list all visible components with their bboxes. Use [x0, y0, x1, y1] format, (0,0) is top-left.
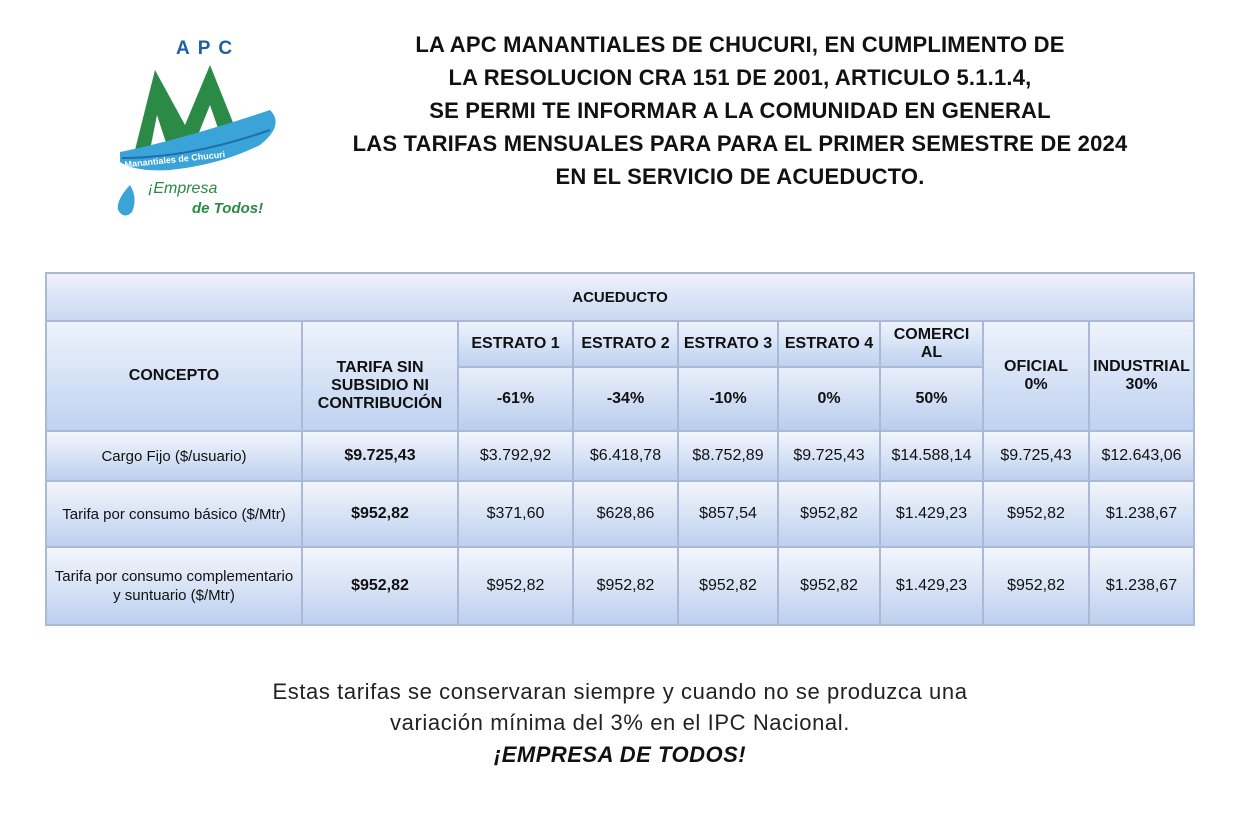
oficial-pct: 0%: [1024, 376, 1048, 393]
footer-note: [120, 676, 1120, 772]
table-row: [46, 431, 1194, 481]
pct-comercial: 50%: [880, 367, 983, 431]
table-row: [46, 481, 1194, 547]
table-title: ACUEDUCTO: [46, 273, 1194, 321]
footer-slogan: ¡EMPRESA DE TODOS!: [493, 742, 747, 767]
row-concept: Tarifa por consumo complementario y suntuario ($/Mtr): [46, 547, 302, 625]
pct-estrato-2: -34%: [573, 367, 678, 431]
oficial-label: OFICIAL: [1004, 358, 1068, 375]
row-concept: Tarifa por consumo básico ($/Mtr): [46, 481, 302, 547]
concept-header: CONCEPTO: [46, 321, 302, 431]
cell-value: $3.792,92: [458, 431, 573, 481]
pct-estrato-4: 0%: [778, 367, 880, 431]
cell-value: $952,82: [778, 547, 880, 625]
pct-estrato-1: -61%: [458, 367, 573, 431]
base-tariff-header: TARIFA SIN SUBSIDIO NI CONTRIBUCIÓN: [302, 321, 458, 431]
cell-value: $628,86: [573, 481, 678, 547]
header-line-4: LAS TARIFAS MENSUALES PARA PARA EL PRIMER SEMESTRE DE 2024: [352, 131, 1128, 156]
cell-value: $12.643,06: [1089, 431, 1194, 481]
header-line-3: SE PERMI TE INFORMAR A LA COMUNIDAD EN GENERAL: [429, 98, 1051, 123]
col-header-estrato-3: ESTRATO 3: [678, 321, 778, 367]
cell-value: $9.725,43: [778, 431, 880, 481]
logo-slogan-line2: de Todos!: [192, 200, 264, 217]
svg-text:Manantiales de Chucuri: Manantiales de Chucuri: [124, 149, 226, 170]
header-line-2: LA RESOLUCION CRA 151 DE 2001, ARTICULO 5.1.1.4,: [448, 65, 1032, 90]
col-header-estrato-1: ESTRATO 1: [458, 321, 573, 367]
cell-value: $952,82: [573, 547, 678, 625]
cell-value: $952,82: [983, 481, 1089, 547]
col-header-oficial: [983, 321, 1089, 431]
industrial-label: INDUSTRIAL: [1093, 358, 1190, 375]
cell-value: $952,82: [983, 547, 1089, 625]
row-base-tariff: $9.725,43: [302, 431, 458, 481]
tariff-table-container: [45, 272, 1193, 626]
cell-value: $952,82: [458, 547, 573, 625]
cell-value: $1.238,67: [1089, 547, 1194, 625]
logo-acronym: APC: [176, 38, 241, 59]
col-header-industrial: [1089, 321, 1194, 431]
row-base-tariff: $952,82: [302, 481, 458, 547]
cell-value: $14.588,14: [880, 431, 983, 481]
cell-value: $8.752,89: [678, 431, 778, 481]
cell-value: $6.418,78: [573, 431, 678, 481]
announcement-header: [300, 28, 1180, 193]
row-concept: Cargo Fijo ($/usuario): [46, 431, 302, 481]
logo-ring-text: [118, 140, 288, 170]
col-header-estrato-4: ESTRATO 4: [778, 321, 880, 367]
pct-estrato-3: -10%: [678, 367, 778, 431]
tariff-table: [45, 272, 1195, 626]
col-header-comercial: COMERCI AL: [880, 321, 983, 367]
footer-line-1: Estas tarifas se conservaran siempre y cuando no se produzca una: [272, 679, 968, 704]
cell-value: $1.429,23: [880, 547, 983, 625]
cell-value: $857,54: [678, 481, 778, 547]
cell-value: $1.238,67: [1089, 481, 1194, 547]
table-row: [46, 547, 1194, 625]
row-base-tariff: $952,82: [302, 547, 458, 625]
col-header-estrato-2: ESTRATO 2: [573, 321, 678, 367]
cell-value: $952,82: [678, 547, 778, 625]
cell-value: $1.429,23: [880, 481, 983, 547]
cell-value: $952,82: [778, 481, 880, 547]
header-line-1: LA APC MANANTIALES DE CHUCURI, EN CUMPLIMENTO DE: [415, 32, 1065, 57]
footer-line-2: variación mínima del 3% en el IPC Nacional.: [390, 710, 850, 735]
industrial-pct: 30%: [1125, 376, 1158, 393]
cell-value: $371,60: [458, 481, 573, 547]
logo-slogan-line1: ¡Empresa: [148, 180, 218, 197]
cell-value: $9.725,43: [983, 431, 1089, 481]
header-line-5: EN EL SERVICIO DE ACUEDUCTO.: [555, 164, 925, 189]
